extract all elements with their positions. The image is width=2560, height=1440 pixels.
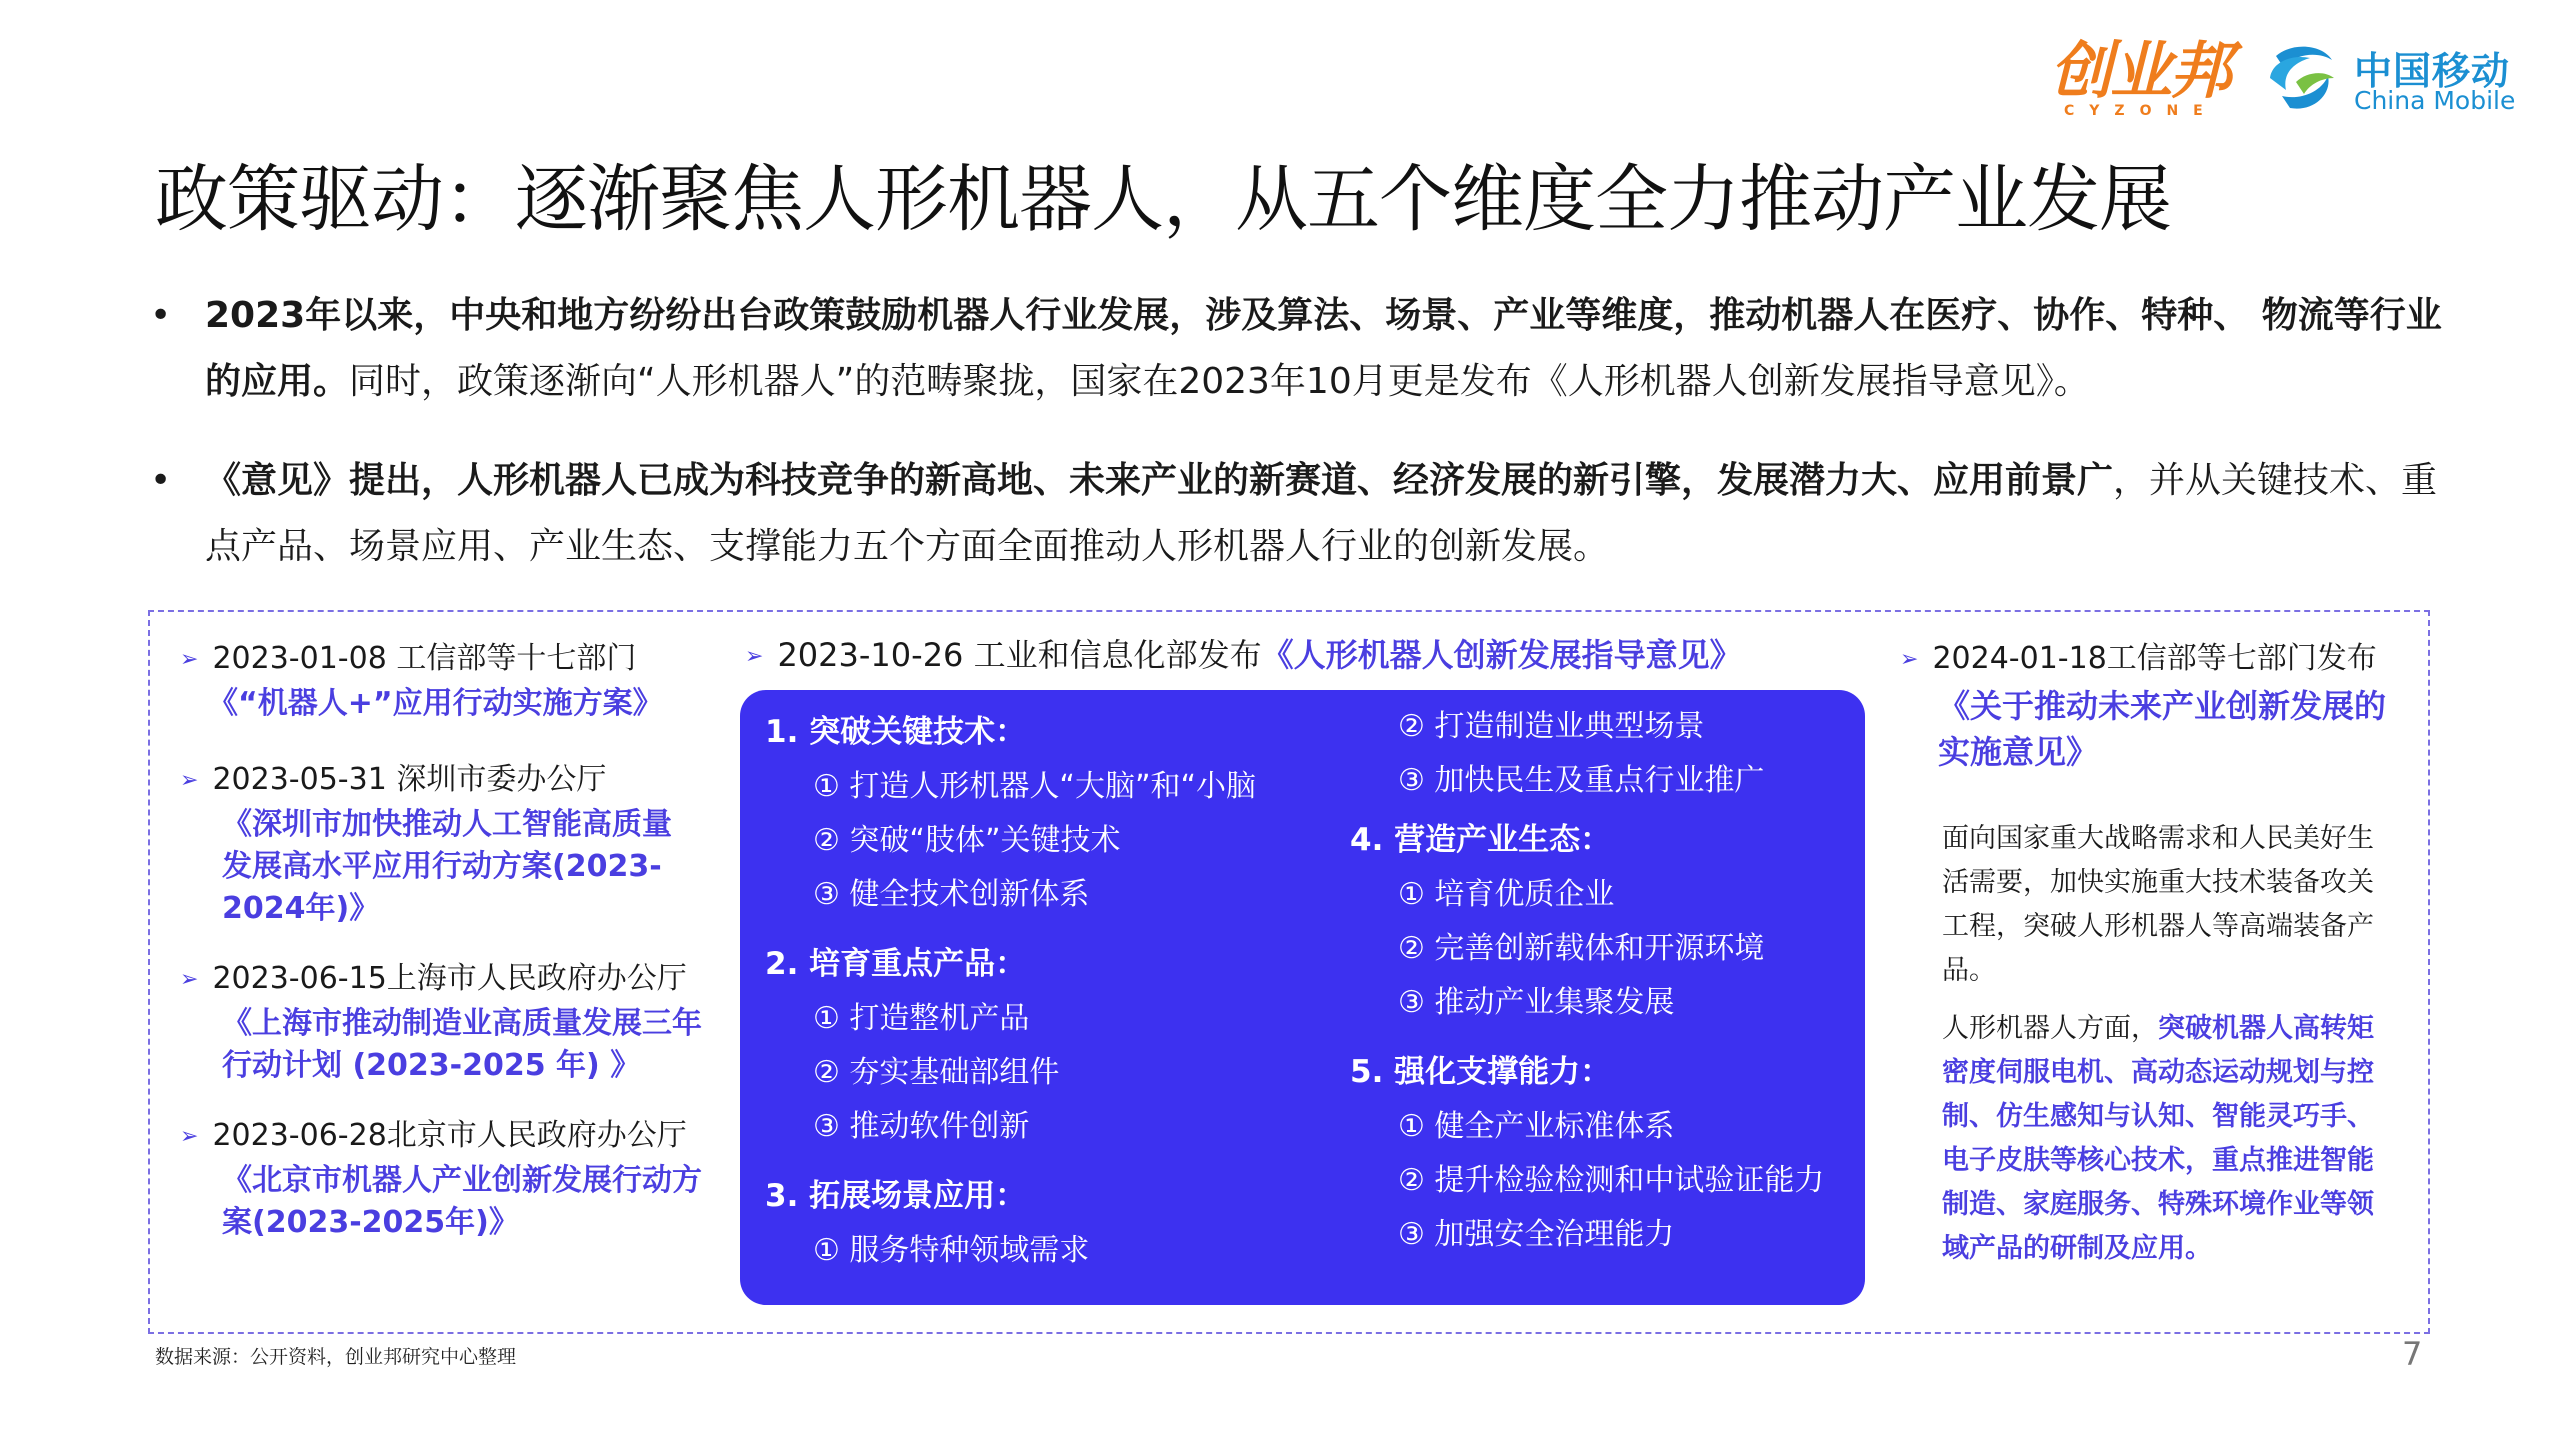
data-source: 数据来源：公开资料，创业邦研究中心整理 — [155, 1346, 517, 1368]
bullet-1-text: 同时，政策逐渐向“人形机器人”的范畴聚拢，国家在2023年10月更是发布《人形机器人创新发展指导意见》。 — [349, 361, 2090, 402]
china-mobile-emblem-icon — [2262, 38, 2342, 118]
guideline-doc-title: 《人形机器人创新发展指导意见》 — [1261, 636, 1742, 674]
group-title: 1. 突破关键技术： — [765, 714, 1027, 750]
policy-humanoid-intro: 人形机器人方面， — [1942, 1013, 2158, 1044]
policy-entry-doc: 《“机器人+”应用行动实施方案》 — [208, 686, 663, 721]
guideline-panel — [740, 690, 1865, 1305]
group-item: ② 突破“肢体”关键技术 — [813, 823, 1121, 858]
policy-entry-doc: 《深圳市加快推动人工智能高质量发展高水平应用行动方案(2023-2024年)》 — [222, 807, 672, 926]
arrow-icon: ➢ — [1900, 647, 1919, 672]
guideline-date-issuer: 2023-10-26 工业和信息化部发布 — [777, 636, 1262, 674]
cyzone-logo — [2050, 34, 2231, 119]
policy-entry-head: 2023-01-08 工信部等十七部门 — [212, 641, 637, 676]
policy-entry-doc: 《北京市机器人产业创新发展行动方案(2023-2025年)》 — [222, 1163, 702, 1240]
policy-entry — [180, 956, 720, 1087]
bullet-1-bold: 2023年以来，中央和地方纷纷出台政策鼓励机器人行业发展，涉及算法、场景、产业等维度，推动机器人在医疗、协作、特种、 物流等行业的应用。 — [205, 295, 2442, 402]
china-mobile-logo-en: China Mobile — [2354, 86, 2516, 115]
group-item: ① 健全产业标准体系 — [1398, 1109, 1675, 1144]
group-title: 2. 培育重点产品： — [765, 946, 1027, 982]
page-number: 7 — [2402, 1335, 2423, 1373]
guideline-heading — [745, 630, 1742, 682]
group-item: ① 打造人形机器人“大脑”和“小脑 — [813, 769, 1257, 804]
arrow-icon: ➢ — [180, 1124, 199, 1149]
policy-humanoid-details — [1942, 1007, 2397, 1271]
china-mobile-logo-cn: 中国移动 — [2354, 49, 2511, 93]
arrow-icon: ➢ — [180, 768, 199, 793]
cyzone-logo-subtext: CYZONE — [2064, 103, 2218, 119]
bullet-2-bold: 《意见》提出，人形机器人已成为科技竞争的新高地、未来产业的新赛道、经济发展的新引擎，发展潜力大、应用前景广 — [205, 460, 2114, 501]
group-item: ② 夯实基础部组件 — [813, 1055, 1060, 1090]
group-item: ① 服务特种领域需求 — [813, 1233, 1090, 1268]
arrow-icon: ➢ — [745, 644, 764, 669]
group-title: 3. 拓展场景应用： — [765, 1178, 1027, 1214]
policy-entry-head: 2023-06-15上海市人民政府办公厅 — [212, 961, 687, 996]
group-item: ② 提升检验检测和中试验证能力 — [1398, 1163, 1825, 1198]
cyzone-logo-text: 创业邦 — [2050, 34, 2231, 107]
local-policies-list — [180, 636, 720, 1244]
group-item: ① 打造整机产品 — [813, 1001, 1030, 1036]
policy-humanoid-highlight: 突破机器人高转矩密度伺服电机、高动态运动规划与控制、仿生感知与认知、智能灵巧手、电子皮肤等核心技术，重点推进智能制造、家庭服务、特殊环境作业等领域产品的研制及应用。 — [1942, 1013, 2374, 1264]
bullet-paragraph-2 — [150, 448, 2450, 580]
policy-entry-doc: 《关于推动未来产业创新发展的实施意见》 — [1938, 687, 2387, 771]
group-item: ② 完善创新载体和开源环境 — [1398, 931, 1765, 966]
group-item: ③ 加快民生及重点行业推广 — [1398, 763, 1765, 798]
group-item: ③ 推动产业集聚发展 — [1398, 985, 1675, 1020]
bullet-dot-icon: • — [150, 295, 172, 336]
arrow-icon: ➢ — [180, 647, 199, 672]
guideline-column-2 — [1350, 700, 1870, 1262]
china-mobile-logo — [2262, 38, 2532, 120]
policy-description: 面向国家重大战略需求和人民美好生活需要，加快实施重大技术装备攻关工程，突破人形机器人等高端装备产品。 — [1942, 823, 2374, 986]
arrow-icon: ➢ — [180, 967, 199, 992]
bullet-2-text: ，并从关键技术、重点产品、场景应用、产业生态、支撑能力五个方面全面推动人形机器人行业的创新发展。 — [205, 460, 2438, 567]
policy-entry-doc: 《上海市推动制造业高质量发展三年行动计划 (2023-2025 年) 》 — [222, 1006, 702, 1083]
bullet-paragraph-1 — [150, 283, 2450, 415]
policy-entry — [180, 1113, 720, 1244]
group-item: ① 培育优质企业 — [1398, 877, 1615, 912]
group-title: 5. 强化支撑能力： — [1350, 1054, 1612, 1090]
group-title: 4. 营造产业生态： — [1350, 822, 1612, 858]
future-industry-policy — [1900, 636, 2420, 1271]
group-item: ③ 加强安全治理能力 — [1398, 1217, 1675, 1252]
guideline-column-1 — [765, 704, 1285, 1278]
page-title: 政策驱动：逐渐聚焦人形机器人，从五个维度全力推动产业发展 — [155, 157, 2171, 242]
bullet-dot-icon: • — [150, 460, 172, 501]
group-item: ③ 健全技术创新体系 — [813, 877, 1090, 912]
group-item: ② 打造制造业典型场景 — [1398, 709, 1705, 744]
policy-entry-head: 2024-01-18工信部等七部门发布 — [1932, 641, 2377, 676]
policy-entry — [180, 757, 720, 930]
group-item: ③ 推动软件创新 — [813, 1109, 1030, 1144]
policy-entry — [180, 636, 720, 725]
policy-entry-head: 2023-05-31 深圳市委办公厅 — [212, 762, 607, 797]
policy-entry-head: 2023-06-28北京市人民政府办公厅 — [212, 1118, 687, 1153]
